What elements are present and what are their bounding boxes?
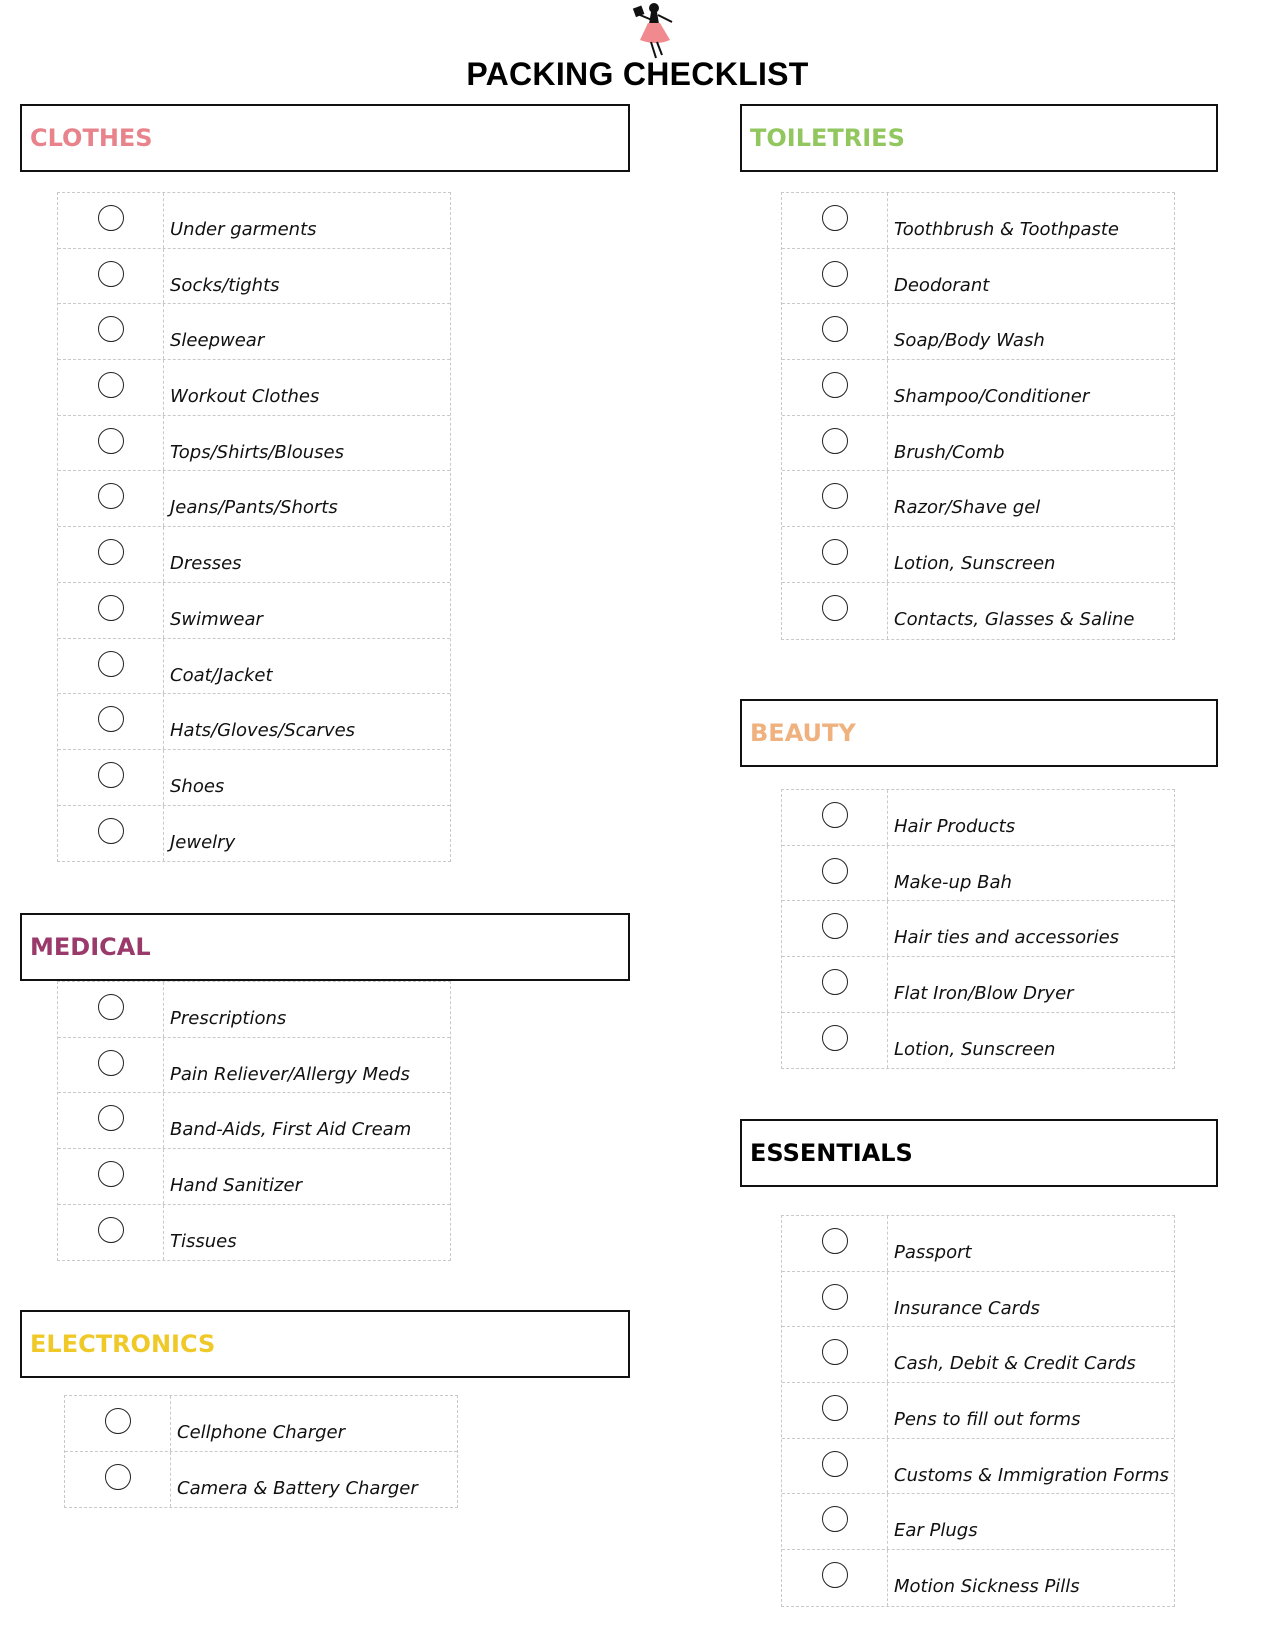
checklist-row [58, 249, 450, 305]
circle-checkbox-icon[interactable] [822, 802, 848, 828]
checkbox-cell [65, 1452, 171, 1508]
checkbox-cell [58, 471, 164, 526]
item-label: Cash, Debit & Credit Cards [894, 1353, 1136, 1375]
checkbox-cell [782, 1439, 888, 1494]
item-label: Jeans/Pants/Shorts [170, 497, 338, 519]
circle-checkbox-icon[interactable] [98, 372, 124, 398]
section-header-beauty [740, 699, 1218, 767]
circle-checkbox-icon[interactable] [98, 539, 124, 565]
item-label: Camera & Battery Charger [177, 1477, 418, 1499]
section-medical [20, 913, 630, 981]
item-label: Insurance Cards [894, 1297, 1040, 1319]
checkbox-cell [58, 694, 164, 749]
checkbox-cell [782, 1383, 888, 1438]
checklist-row [65, 1452, 457, 1508]
checkbox-cell [782, 193, 888, 248]
circle-checkbox-icon[interactable] [98, 762, 124, 788]
item-label: Soap/Body Wash [894, 330, 1045, 352]
checkbox-cell [58, 1038, 164, 1093]
checklist-row [58, 982, 450, 1038]
section-electronics [20, 1310, 630, 1378]
item-label: Coat/Jacket [170, 664, 273, 686]
item-label: Pain Reliever/Allergy Meds [170, 1063, 410, 1085]
circle-checkbox-icon[interactable] [822, 1025, 848, 1051]
checkbox-cell [65, 1396, 171, 1451]
circle-checkbox-icon[interactable] [105, 1464, 131, 1490]
circle-checkbox-icon[interactable] [822, 316, 848, 342]
circle-checkbox-icon[interactable] [98, 994, 124, 1020]
checklist-row [782, 360, 1174, 416]
checklist-beauty [781, 789, 1175, 1069]
item-label: Lotion, Sunscreen [894, 553, 1056, 575]
circle-checkbox-icon[interactable] [822, 1339, 848, 1365]
checkbox-cell [58, 982, 164, 1037]
checkbox-cell [58, 1093, 164, 1148]
item-label: Lotion, Sunscreen [894, 1038, 1056, 1060]
checkbox-cell [782, 527, 888, 582]
checklist-row [782, 901, 1174, 957]
checklist-row [58, 1038, 450, 1094]
circle-checkbox-icon[interactable] [822, 1451, 848, 1477]
checklist-row [782, 790, 1174, 846]
section-essentials [740, 1119, 1218, 1187]
item-label: Toothbrush & Toothpaste [894, 219, 1119, 240]
checkbox-cell [782, 304, 888, 359]
checklist-row [58, 639, 450, 695]
circle-checkbox-icon[interactable] [822, 858, 848, 884]
item-label: Band-Aids, First Aid Cream [170, 1119, 412, 1141]
circle-checkbox-icon[interactable] [822, 1506, 848, 1532]
checkbox-cell [58, 639, 164, 694]
circle-checkbox-icon[interactable] [98, 205, 124, 231]
checkbox-cell [782, 1216, 888, 1271]
circle-checkbox-icon[interactable] [98, 428, 124, 454]
checklist-row [65, 1396, 457, 1452]
circle-checkbox-icon[interactable] [98, 1217, 124, 1243]
checkbox-cell [782, 471, 888, 526]
section-heading: BEAUTY [750, 719, 856, 747]
circle-checkbox-icon[interactable] [98, 1105, 124, 1131]
circle-checkbox-icon[interactable] [98, 261, 124, 287]
checklist-row [782, 1439, 1174, 1495]
item-label: Brush/Comb [894, 441, 1005, 463]
circle-checkbox-icon[interactable] [98, 706, 124, 732]
checkbox-cell [782, 957, 888, 1012]
checkbox-cell [782, 1272, 888, 1327]
checklist-row [58, 1205, 450, 1261]
checklist-row [782, 527, 1174, 583]
checklist-row [782, 1216, 1174, 1272]
section-header-medical [20, 913, 630, 981]
checklist-row [782, 1550, 1174, 1606]
item-label: Tissues [170, 1230, 237, 1252]
checkbox-cell [58, 1149, 164, 1204]
item-label: Shoes [170, 775, 225, 797]
checklist-row [58, 193, 450, 249]
checklist-medical [57, 981, 451, 1261]
item-label: Dresses [170, 553, 242, 575]
item-label: Flat Iron/Blow Dryer [894, 983, 1074, 1005]
checklist-row [58, 1093, 450, 1149]
circle-checkbox-icon[interactable] [98, 818, 124, 844]
circle-checkbox-icon[interactable] [822, 969, 848, 995]
circle-checkbox-icon[interactable] [822, 1228, 848, 1254]
item-label: Prescriptions [170, 1008, 287, 1029]
item-label: Hand Sanitizer [170, 1175, 302, 1197]
checkbox-cell [58, 360, 164, 415]
item-label: Socks/tights [170, 274, 280, 296]
checkbox-cell [782, 583, 888, 639]
item-label: Motion Sickness Pills [894, 1576, 1080, 1598]
checklist-row [782, 957, 1174, 1013]
section-heading: TOILETRIES [750, 124, 905, 152]
checklist-clothes [57, 192, 451, 862]
checklist-row [782, 304, 1174, 360]
checklist-row [782, 1013, 1174, 1069]
item-label: Tops/Shirts/Blouses [170, 441, 344, 463]
circle-checkbox-icon[interactable] [822, 1562, 848, 1588]
item-label: Hats/Gloves/Scarves [170, 720, 356, 742]
circle-checkbox-icon[interactable] [98, 1161, 124, 1187]
checklist-row [782, 1327, 1174, 1383]
checkbox-cell [58, 304, 164, 359]
item-label: Razor/Shave gel [894, 497, 1041, 519]
section-toiletries [740, 104, 1218, 172]
circle-checkbox-icon[interactable] [822, 595, 848, 621]
checkbox-cell [782, 249, 888, 304]
checklist-row [58, 806, 450, 862]
section-clothes [20, 104, 630, 172]
checkbox-cell [782, 846, 888, 901]
circle-checkbox-icon[interactable] [822, 483, 848, 509]
circle-checkbox-icon[interactable] [98, 595, 124, 621]
section-header-electronics [20, 1310, 630, 1378]
checkbox-cell [782, 901, 888, 956]
circle-checkbox-icon[interactable] [98, 316, 124, 342]
checklist-row [782, 193, 1174, 249]
checkbox-cell [782, 360, 888, 415]
checklist-row [782, 1494, 1174, 1550]
checkbox-cell [58, 806, 164, 862]
item-label: Deodorant [894, 274, 990, 296]
page-title: PACKING CHECKLIST [466, 56, 809, 92]
checkbox-cell [782, 790, 888, 845]
checklist-row [58, 1149, 450, 1205]
checkbox-cell [58, 416, 164, 471]
item-label: Pens to fill out forms [894, 1409, 1081, 1431]
checklist-row [58, 471, 450, 527]
checklist-row [58, 527, 450, 583]
item-label: Ear Plugs [894, 1520, 978, 1542]
item-label: Swimwear [170, 608, 263, 630]
item-label: Jewelry [170, 831, 236, 853]
circle-checkbox-icon[interactable] [822, 1284, 848, 1310]
checklist-row [58, 583, 450, 639]
item-label: Customs & Immigration Forms [894, 1464, 1169, 1486]
checklist-row [782, 1383, 1174, 1439]
checkbox-cell [782, 1327, 888, 1382]
circle-checkbox-icon[interactable] [822, 428, 848, 454]
section-heading: MEDICAL [30, 933, 151, 961]
section-header-clothes [20, 104, 630, 172]
checkbox-cell [58, 1205, 164, 1261]
checkbox-cell [58, 193, 164, 248]
checkbox-cell [782, 1013, 888, 1069]
circle-checkbox-icon[interactable] [98, 651, 124, 677]
woman-with-book-icon [632, 0, 682, 62]
circle-checkbox-icon[interactable] [822, 205, 848, 231]
checkbox-cell [782, 1550, 888, 1606]
item-label: Hair Products [894, 816, 1016, 837]
item-label: Passport [894, 1242, 972, 1263]
section-heading: ELECTRONICS [30, 1330, 216, 1358]
checklist-row [58, 304, 450, 360]
checkbox-cell [58, 527, 164, 582]
item-label: Contacts, Glasses & Saline [894, 608, 1135, 630]
checklist-row [58, 694, 450, 750]
item-label: Cellphone Charger [177, 1422, 346, 1443]
checkbox-cell [58, 750, 164, 805]
circle-checkbox-icon[interactable] [822, 1395, 848, 1421]
circle-checkbox-icon[interactable] [98, 1050, 124, 1076]
circle-checkbox-icon[interactable] [822, 913, 848, 939]
item-label: Hair ties and accessories [894, 927, 1120, 949]
checklist-row [782, 249, 1174, 305]
item-label: Under garments [170, 219, 317, 240]
checkbox-cell [58, 249, 164, 304]
checklist-row [782, 471, 1174, 527]
checklist-row [782, 416, 1174, 472]
checklist-row [782, 583, 1174, 639]
checkbox-cell [782, 1494, 888, 1549]
circle-checkbox-icon[interactable] [822, 539, 848, 565]
section-heading: ESSENTIALS [750, 1139, 913, 1167]
checklist-essentials [781, 1215, 1175, 1607]
checklist-row [782, 1272, 1174, 1328]
section-heading: CLOTHES [30, 124, 153, 152]
circle-checkbox-icon[interactable] [105, 1408, 131, 1434]
section-beauty [740, 699, 1218, 767]
checklist-row [58, 416, 450, 472]
checklist-row [782, 846, 1174, 902]
circle-checkbox-icon[interactable] [822, 261, 848, 287]
circle-checkbox-icon[interactable] [822, 372, 848, 398]
item-label: Make-up Bah [894, 871, 1012, 893]
section-header-toiletries [740, 104, 1218, 172]
checkbox-cell [782, 416, 888, 471]
checklist-row [58, 750, 450, 806]
checklist-row [58, 360, 450, 416]
item-label: Workout Clothes [170, 386, 320, 408]
circle-checkbox-icon[interactable] [98, 483, 124, 509]
checklist-electronics [64, 1395, 458, 1508]
item-label: Sleepwear [170, 330, 265, 352]
checkbox-cell [58, 583, 164, 638]
checklist-toiletries [781, 192, 1175, 640]
section-header-essentials [740, 1119, 1218, 1187]
item-label: Shampoo/Conditioner [894, 386, 1090, 408]
